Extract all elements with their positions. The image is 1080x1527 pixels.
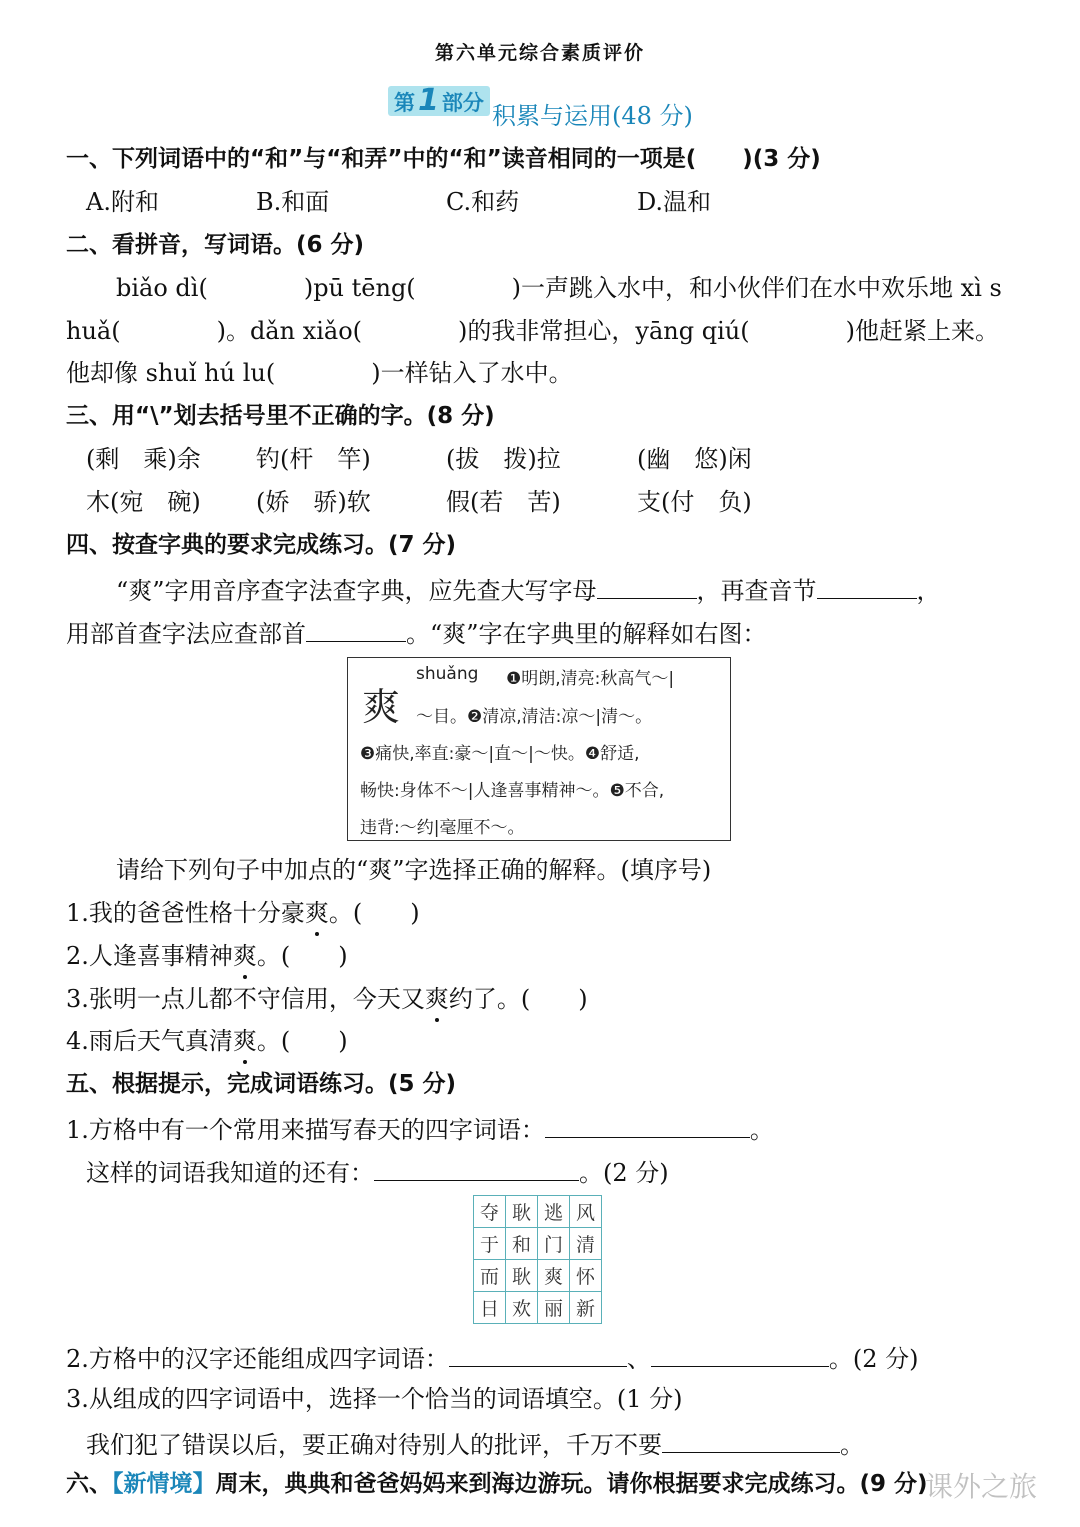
q3-item-1: (剩 乘)余	[86, 445, 201, 473]
q3-item-5: 木(宛 碗)	[86, 488, 201, 516]
q3-item-6: (娇 骄)软	[256, 488, 371, 516]
grid-cell: 日	[474, 1292, 506, 1324]
q4-stem: 四、按查字典的要求完成练习。(7 分)	[66, 532, 457, 558]
grid-cell: 丽	[538, 1292, 570, 1324]
q1-stem: 一、下列词语中的“和”与“和弄”中的“和”读音相同的一项是( )(3 分)	[66, 146, 821, 172]
q4-para1-a: “爽”字用音序查字法查字典，应先查大写字母	[116, 577, 597, 605]
q1-option-a: A.附和	[86, 188, 159, 216]
q3-item-8: 支(付 负)	[637, 488, 752, 516]
answer-blank-letter[interactable]	[597, 572, 697, 599]
new-context-tag: 【新情境】	[112, 1471, 216, 1497]
sentence-answer-paren[interactable]: 。( )	[256, 942, 348, 970]
sentence-answer-paren[interactable]: 。( )	[328, 899, 420, 927]
q2-stem: 二、看拼音，写词语。(6 分)	[66, 232, 365, 258]
dotted-char: 爽	[304, 899, 329, 927]
q5-s3b-text: 我们犯了错误以后，要正确对待别人的批评，千万不要	[86, 1431, 662, 1459]
answer-blank-syllable[interactable]	[817, 572, 917, 599]
grid-cell: 夺	[474, 1196, 506, 1228]
answer-blank-spring-idiom[interactable]	[545, 1111, 750, 1138]
part-badge-pre: 第	[394, 91, 415, 115]
sentence-answer-paren[interactable]: 约了。( )	[448, 985, 588, 1013]
q5-s3b-end: 。	[840, 1431, 864, 1459]
q6-number: 六、	[66, 1471, 112, 1497]
part-title: 积累与运用(48 分)	[492, 102, 693, 130]
q3-item-4: (幽 悠)闲	[637, 445, 752, 473]
q4-para1	[116, 572, 941, 607]
dictionary-line-3: ❸痛快,率直:豪～|直～|～快。❹舒适,	[360, 744, 640, 764]
q5-s1b-text: 这样的词语我知道的还有：	[86, 1159, 374, 1187]
q5-s2-end: 。(2 分)	[828, 1345, 919, 1373]
watermark: 课外之旅	[925, 1470, 1038, 1503]
q5-s2-sep: 、	[626, 1345, 651, 1373]
dictionary-entry-box	[347, 657, 731, 841]
grid-cell: 耿	[506, 1260, 538, 1292]
part-badge	[388, 83, 490, 118]
q3-item-2: 钓(杆 竿)	[256, 445, 371, 473]
grid-cell: 风	[570, 1196, 602, 1228]
grid-cell: 怀	[570, 1260, 602, 1292]
q5-sentence-1	[66, 1111, 774, 1146]
q4-sentence-2	[66, 940, 348, 972]
q4-sentence-3	[66, 983, 588, 1015]
dictionary-line-5: 违背:～约|毫厘不～。	[360, 818, 525, 838]
character-grid	[473, 1195, 602, 1324]
q4-para1-c: ，	[916, 577, 941, 605]
q2-line1: biǎo dì( )pū tēng( )一声跳入水中，和小伙伴们在水中欢乐地 xì s	[116, 274, 1002, 302]
grid-row	[474, 1260, 602, 1292]
dictionary-line-1: ❶明朗,清亮:秋高气～|	[506, 669, 675, 689]
sentence-text: 2.人逢喜事精神	[66, 942, 233, 970]
grid-cell: 于	[474, 1228, 506, 1260]
grid-cell: 而	[474, 1260, 506, 1292]
q6-stem	[66, 1468, 928, 1500]
q4-para1-b: ，再查音节	[696, 577, 817, 605]
q4-instruction: 请给下列句子中加点的“爽”字选择正确的解释。(填序号)	[116, 856, 712, 884]
grid-cell: 逃	[538, 1196, 570, 1228]
grid-cell: 和	[506, 1228, 538, 1260]
q4-sentence-1	[66, 897, 420, 929]
grid-row	[474, 1228, 602, 1260]
answer-blank-idiom-2[interactable]	[651, 1340, 829, 1367]
dictionary-line-2: ～目。❷清凉,清洁:凉～|清～。	[416, 707, 653, 727]
q3-item-3: (拔 拨)拉	[446, 445, 561, 473]
part-badge-post: 部分	[441, 91, 484, 115]
dotted-char: 爽	[424, 985, 449, 1013]
grid-row	[474, 1292, 602, 1324]
q1-option-c: C.和药	[446, 188, 520, 216]
q5-s1b-end: 。(2 分)	[579, 1159, 669, 1187]
q5-sentence-3: 3.从组成的四字词语中，选择一个恰当的词语填空。(1 分)	[66, 1385, 683, 1413]
q5-s2-text: 2.方格中的汉字还能组成四字词语：	[66, 1345, 449, 1373]
dictionary-pinyin: shuǎng	[416, 664, 479, 684]
grid-row	[474, 1196, 602, 1228]
q4-para2	[66, 615, 767, 650]
q2-line3: 他却像 shuǐ hú lu( )一样钻入了水中。	[66, 359, 573, 387]
answer-blank-radical[interactable]	[306, 615, 406, 642]
answer-blank-more-idioms[interactable]	[374, 1154, 579, 1181]
q4-para2-a: 用部首查字法应查部首	[66, 620, 306, 648]
answer-blank-fill-idiom[interactable]	[662, 1426, 840, 1453]
dotted-char: 爽	[232, 942, 257, 970]
q1-option-b: B.和面	[256, 188, 330, 216]
grid-cell: 新	[570, 1292, 602, 1324]
q5-sentence-1b	[86, 1154, 669, 1189]
dotted-char: 爽	[232, 1027, 257, 1055]
answer-blank-idiom-1[interactable]	[449, 1340, 627, 1367]
q2-line2: huǎ( )。dǎn xiǎo( )的我非常担心，yāng qiú( )他赶紧上来。	[66, 317, 999, 345]
dictionary-headword: 爽	[362, 685, 401, 729]
dictionary-line-4: 畅快:身体不～|人逢喜事精神～。❺不合,	[360, 781, 665, 801]
grid-cell: 爽	[538, 1260, 570, 1292]
grid-cell: 门	[538, 1228, 570, 1260]
sentence-text: 4.雨后天气真清	[66, 1027, 233, 1055]
sentence-answer-paren[interactable]: 。( )	[256, 1027, 348, 1055]
part-badge-number: 1	[418, 83, 439, 118]
q5-stem: 五、根据提示，完成词语练习。(5 分)	[66, 1071, 457, 1097]
q5-s1-text: 1.方格中有一个常用来描写春天的四字词语：	[66, 1116, 545, 1144]
sentence-text: 3.张明一点儿都不守信用，今天又	[66, 985, 425, 1013]
grid-cell: 欢	[506, 1292, 538, 1324]
grid-cell: 清	[570, 1228, 602, 1260]
q1-option-d: D.温和	[637, 188, 712, 216]
q4-para2-b: 。“爽”字在字典里的解释如右图：	[406, 620, 767, 648]
q3-item-7: 假(若 苦)	[446, 488, 561, 516]
q6-text: 周末，典典和爸爸妈妈来到海边游玩。请你根据要求完成练习。(9 分)	[215, 1471, 928, 1497]
grid-cell: 耿	[506, 1196, 538, 1228]
q5-sentence-3b	[86, 1426, 864, 1461]
q4-sentence-4	[66, 1025, 348, 1057]
q5-sentence-2	[66, 1340, 919, 1375]
document-title: 第六单元综合素质评价	[434, 42, 645, 64]
q5-s1-end: 。	[749, 1116, 774, 1144]
q3-stem: 三、用“\”划去括号里不正确的字。(8 分)	[66, 403, 495, 429]
sentence-text: 1.我的爸爸性格十分豪	[66, 899, 305, 927]
